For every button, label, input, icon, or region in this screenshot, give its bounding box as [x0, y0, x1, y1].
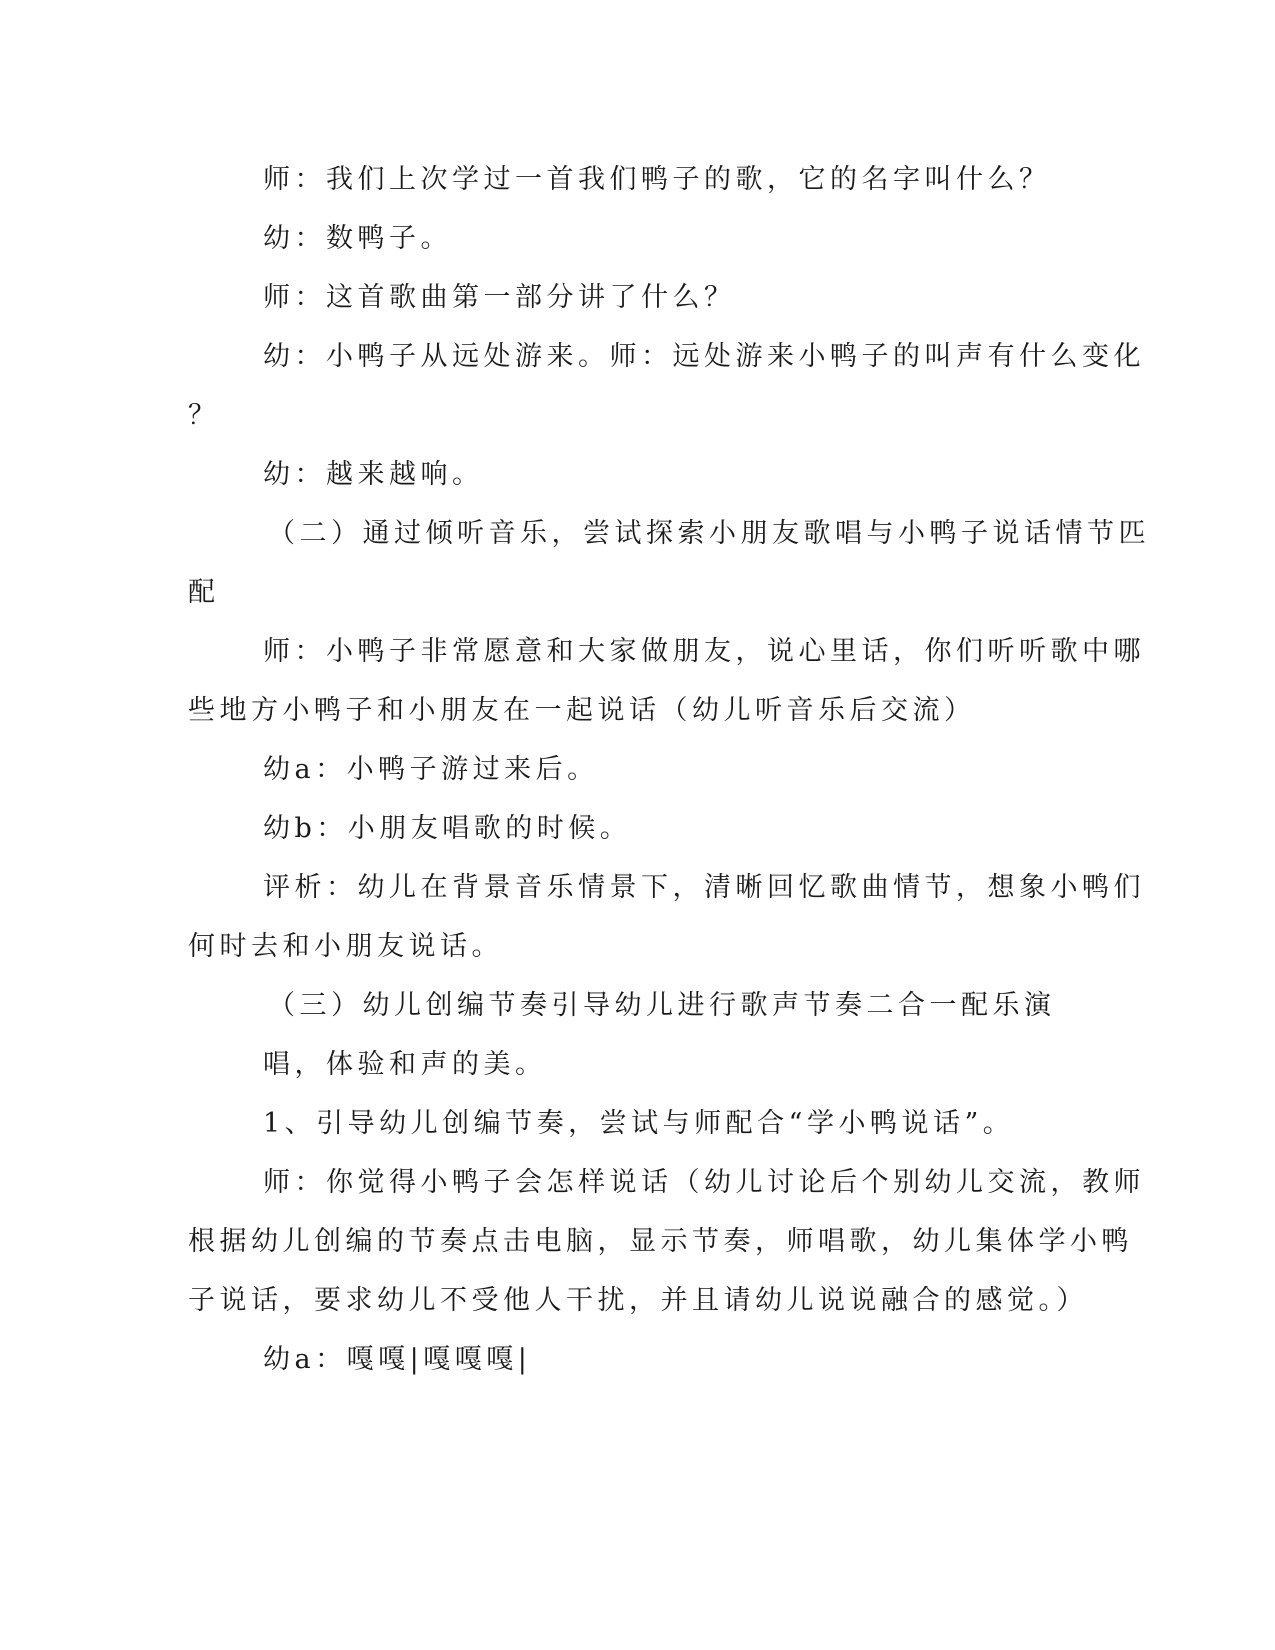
- text-line: ？: [188, 400, 220, 431]
- text-line: 何时去和小朋友说话。: [188, 931, 503, 962]
- section-heading: （二）通过倾听音乐，尝试探索小朋友歌唱与小鸭子说话情节匹: [268, 518, 1150, 549]
- text-line: 师：小鸭子非常愿意和大家做朋友，说心里话，你们听听歌中哪: [263, 636, 1145, 667]
- text-line: 师：这首歌曲第一部分讲了什么？: [263, 282, 736, 313]
- text-line: 评析：幼儿在背景音乐情景下，清晰回忆歌曲情节，想象小鸭们: [263, 872, 1145, 903]
- text-line: 幼a：小鸭子游过来后。: [263, 754, 599, 785]
- text-line: 师：你觉得小鸭子会怎样说话（幼儿讨论后个别幼儿交流，教师: [263, 1167, 1145, 1198]
- section-heading: （三）幼儿创编节奏引导幼儿进行歌声节奏二合一配乐演: [268, 990, 1056, 1021]
- text-line: 师：我们上次学过一首我们鸭子的歌，它的名字叫什么？: [263, 164, 1051, 195]
- text-line: 1、引导幼儿创编节奏，尝试与师配合“学小鸭说话”。: [263, 1108, 1015, 1139]
- text-line: 根据幼儿创编的节奏点击电脑，显示节奏，师唱歌，幼儿集体学小鸭: [188, 1226, 1133, 1257]
- text-line: 配: [188, 577, 220, 608]
- text-line: 幼b：小朋友唱歌的时候。: [263, 813, 632, 844]
- text-line: 幼a：嘎嘎|嘎嘎嘎|: [263, 1344, 532, 1375]
- text-line: 幼：小鸭子从远处游来。师：远处游来小鸭子的叫声有什么变化: [263, 341, 1145, 372]
- text-line: 些地方小鸭子和小朋友在一起说话（幼儿听音乐后交流）: [188, 695, 976, 726]
- text-line: 唱，体验和声的美。: [263, 1049, 547, 1080]
- text-line: 幼：数鸭子。: [263, 223, 452, 254]
- text-line: 幼：越来越响。: [263, 459, 484, 490]
- text-line: 子说话，要求幼儿不受他人干扰，并且请幼儿说说融合的感觉。）: [188, 1285, 1088, 1316]
